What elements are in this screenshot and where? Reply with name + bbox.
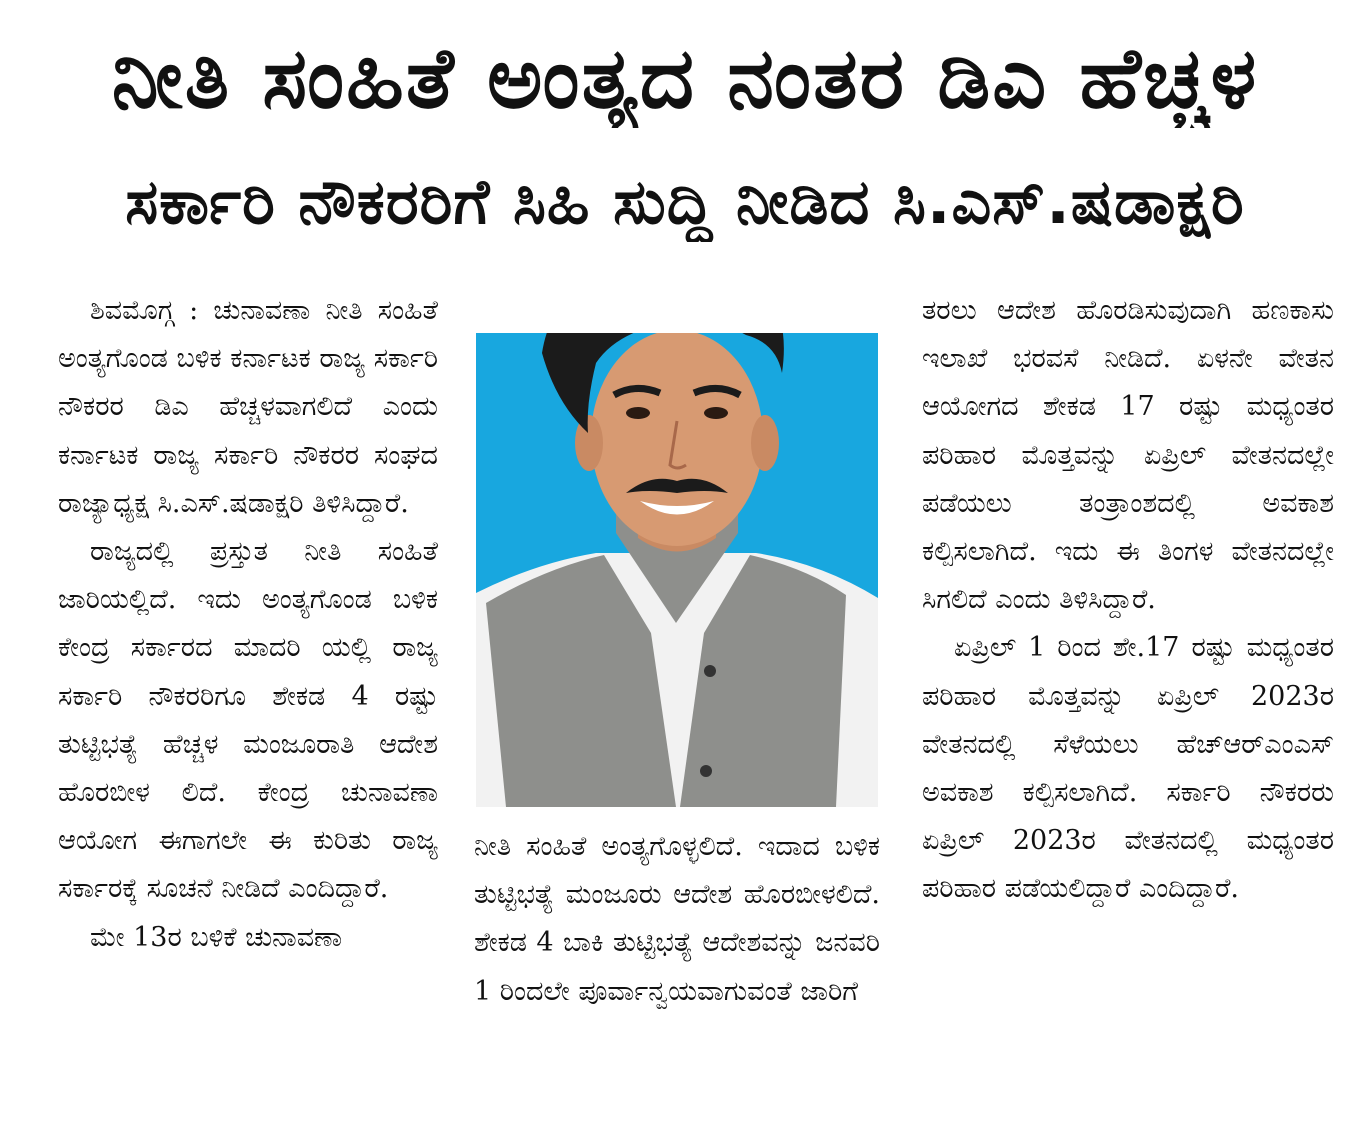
- article-column-right: [922, 287, 1334, 1117]
- person-photo: [476, 333, 878, 807]
- eye-right: [704, 407, 728, 419]
- article-column-left: [58, 287, 438, 1107]
- subheadline: ಸರ್ಕಾರಿ ನೌಕರರಿಗೆ ಸಿಹಿ ಸುದ್ದಿ ನೀಡಿದ ಸಿ.ಎಸ್.ಷಡಾಕ್ಷರಿ: [125, 165, 1245, 238]
- ear-right: [751, 415, 779, 471]
- article-paragraph: ಶಿವಮೊಗ್ಗ : ಚುನಾವಣಾ ನೀತಿ ಸಂಹಿತೆ ಅಂತ್ಯಗೊಂಡ ಬಳಿಕ ಕರ್ನಾಟಕ ರಾಜ್ಯ ಸರ್ಕಾರಿ ನೌಕರರ ಡಿಎ ಹೆಚ್ಚಳವಾಗಲಿದೆ ಎಂದು ಕರ್ನಾಟಕ ರಾಜ್ಯ ಸರ್ಕಾರಿ ನೌಕರರ ಸಂಘದ ರಾಜ್ಯಾಧ್ಯಕ್ಷ ಸಿ.ಎಸ್.ಷಡಾಕ್ಷರಿ ತಿಳಿಸಿದ್ದಾರೆ.: [58, 295, 438, 519]
- eye-left: [626, 407, 650, 419]
- article-paragraph: ತರಲು ಆದೇಶ ಹೊರಡಿಸುವುದಾಗಿ ಹಣಕಾಸು ಇಲಾಖೆ ಭರವಸೆ ನೀಡಿದೆ. ಏಳನೇ ವೇತನ ಆಯೋಗದ ಶೇಕಡ 17 ರಷ್ಟು ಮಧ್ಯಂತರ ಪರಿಹಾರ ಮೊತ್ತವನ್ನು ಏಪ್ರಿಲ್ ವೇತನದಲ್ಲೇ ಪಡೆಯಲು ತಂತ್ರಾಂಶದಲ್ಲಿ ಅವಕಾಶ ಕಲ್ಪಿಸಲಾಗಿದೆ. ಇದು ಈ ತಿಂಗಳ ವೇತನದಲ್ಲೇ ಸಿಗಲಿದೆ ಎಂದು ತಿಳಿಸಿದ್ದಾರೆ.: [922, 295, 1334, 616]
- portrait-illustration: [476, 333, 878, 807]
- article-paragraph: ನೀತಿ ಸಂಹಿತೆ ಅಂತ್ಯಗೊಳ್ಳಲಿದೆ. ಇದಾದ ಬಳಿಕ ತುಟ್ಟಿಭತ್ಯೆ ಮಂಜೂರು ಆದೇಶ ಹೊರಬೀಳಲಿದೆ. ಶೇಕಡ 4 ಬಾಕಿ ತುಟ್ಟಿಭತ್ಯೆ ಆದೇಶವನ್ನು ಜನವರಿ 1 ರಿಂದಲೇ ಪೂರ್ವಾನ್ವಯವಾಗುವಂತೆ ಜಾರಿಗೆ: [474, 831, 880, 1007]
- button-1: [704, 665, 716, 677]
- article-paragraph: ರಾಜ್ಯದಲ್ಲಿ ಪ್ರಸ್ತುತ ನೀತಿ ಸಂಹಿತೆ ಜಾರಿಯಲ್ಲಿದೆ. ಇದು ಅಂತ್ಯಗೊಂಡ ಬಳಿಕ ಕೇಂದ್ರ ಸರ್ಕಾರದ ಮಾದರಿ ಯಲ್ಲಿ ರಾಜ್ಯ ಸರ್ಕಾರಿ ನೌಕರರಿಗೂ ಶೇಕಡ 4 ರಷ್ಟು ತುಟ್ಟಿಭತ್ಯೆ ಹೆಚ್ಚಳ ಮಂಜೂರಾತಿ ಆದೇಶ ಹೊರಬೀಳ ಲಿದೆ. ಕೇಂದ್ರ ಚುನಾವಣಾ ಆಯೋಗ ಈಗಾಗಲೇ ಈ ಕುರಿತು ರಾಜ್ಯ ಸರ್ಕಾರಕ್ಕೆ ಸೂಚನೆ ನೀಡಿದೆ ಎಂದಿದ್ದಾರೆ.: [58, 536, 438, 905]
- article-column-middle: [474, 823, 880, 1113]
- button-2: [700, 765, 712, 777]
- article-paragraph: ಏಪ್ರಿಲ್ 1 ರಿಂದ ಶೇ.17 ರಷ್ಟು ಮಧ್ಯಂತರ ಪರಿಹಾರ ಮೊತ್ತವನ್ನು ಏಪ್ರಿಲ್ 2023ರ ವೇತನದಲ್ಲಿ ಸೆಳೆಯಲು ಹೆಚ್‌ಆರ್‌ಎಂಎಸ್ ಅವಕಾಶ ಕಲ್ಪಿಸಲಾಗಿದೆ. ಸರ್ಕಾರಿ ನೌಕರರು ಏಪ್ರಿಲ್ 2023ರ ವೇತನದಲ್ಲಿ ಮಧ್ಯಂತರ ಪರಿಹಾರ ಪಡೆಯಲಿದ್ದಾರೆ ಎಂದಿದ್ದಾರೆ.: [922, 632, 1334, 905]
- headline: ನೀತಿ ಸಂಹಿತೆ ಅಂತ್ಯದ ನಂತರ ಡಿಎ ಹೆಚ್ಚಳ: [111, 29, 1259, 127]
- article-paragraph: ಮೇ 13ರ ಬಳಿಕೆ ಚುನಾವಣಾ: [90, 921, 343, 953]
